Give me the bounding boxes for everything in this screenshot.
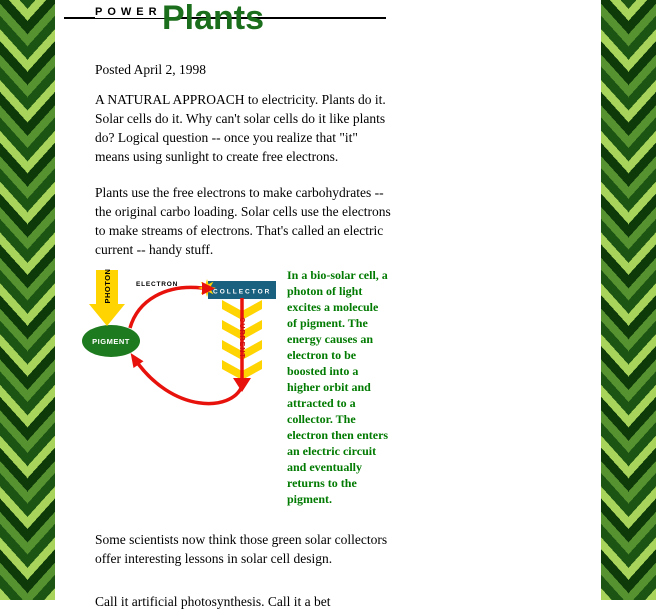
leaf-border-left [0,0,55,600]
pigment-label: PIGMENT [92,337,130,346]
header-kicker: POWER [95,6,165,18]
current-label: CURRENT [238,317,245,358]
diagram-caption: In a bio-solar cell, a photon of light excites a molecule of pigment. The energy causes an electron to be boosted into a higher orbit and attracted to a collector. The electron then enters an electric circuit and eventually returns to the pigment. [287,267,391,507]
posted-date: Posted April 2, 1998 [95,62,206,78]
bio-solar-cell-diagram [80,264,280,416]
leaf-pattern-right-half [28,0,56,600]
leaf-pattern-right-half [629,0,656,600]
electron-path [130,287,202,328]
leaf-border-right [601,0,656,600]
paragraph-photosynthesis: Call it artificial photosynthesis. Call it a bet [95,592,393,611]
electron-label: ELECTRON [136,281,178,288]
photon-label: PHOTON [103,269,112,304]
collector-label: COLLECTOR [213,289,271,296]
paragraph-intro: A NATURAL APPROACH to electricity. Plants do it. Solar cells do it. Why can't solar cells do it like plants do? Logical question -- once you realize that "it" means using sunlight to create free electrons. [95,90,393,166]
leaf-pattern-left-half [601,0,629,600]
page-title: Plants [162,0,264,39]
leaf-pattern-left-half [0,0,28,600]
paragraph-scientists: Some scientists now think those green solar collectors offer interesting lessons in solar cell design. [95,530,393,568]
paragraph-electrons: Plants use the free electrons to make carbohydrates -- the original carbo loading. Solar cells use the electrons to make streams of electrons. That's called an electric current -- handy stuff. [95,183,393,259]
